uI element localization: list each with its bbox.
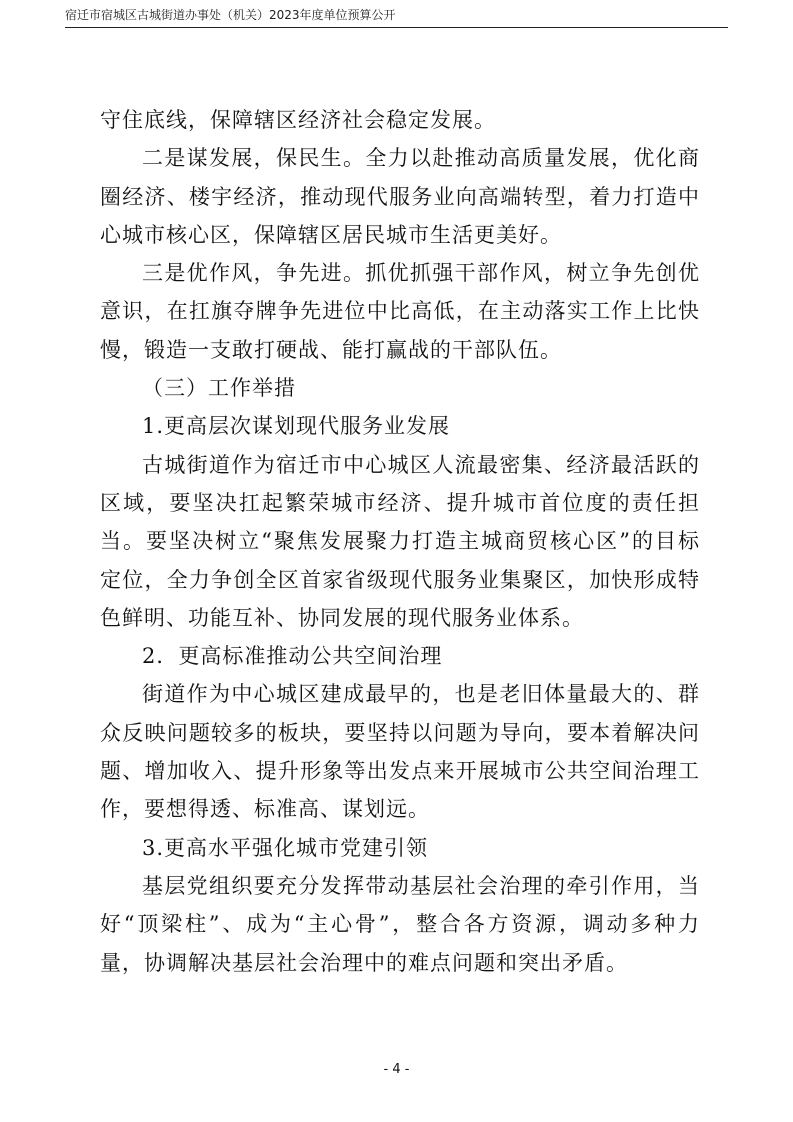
text-line: 慢，锻造一支敢打硬战、能打赢战的干部队伍。 <box>100 337 562 362</box>
text-line: 圈经济、楼宇经济，推动现代服务业向高端转型，着力打造中 <box>100 184 700 209</box>
text-line: 守住底线，保障辖区经济社会稳定发展。 <box>100 108 496 132</box>
text-line: 题、增加收入、提升形象等出发点来开展城市公共空间治理工 <box>100 759 700 784</box>
subsection-heading: 2．更高标准推动公共空间治理 <box>142 644 443 669</box>
text-line: 作，要想得透、标准高、谋划远。 <box>100 797 430 822</box>
page-number: - 4 - <box>383 1062 410 1077</box>
text-line: 量，协调解决基层社会治理中的难点问题和突出矛盾。 <box>100 950 628 975</box>
text-line: 色鲜明、功能互补、协同发展的现代服务业体系。 <box>100 605 584 630</box>
text-line: 众反映问题较多的板块，要坚持以问题为导向，要本着解决问 <box>100 720 700 745</box>
text-line: 心城市核心区，保障辖区居民城市生活更美好。 <box>100 222 562 247</box>
subsection-heading: 3.更高水平强化城市党建引领 <box>142 835 429 860</box>
document-body <box>100 101 700 982</box>
text-line: 定位，全力争创全区首家省级现代服务业集聚区，加快形成特 <box>100 567 700 592</box>
text-line: 当。要坚决树立“聚焦发展聚力打造主城商贸核心区”的目标 <box>100 529 700 554</box>
subsection-heading: 1.更高层次谋划现代服务业发展 <box>142 414 451 439</box>
text-line: 好“顶梁柱”、成为“主心骨”，整合各方资源，调动多种力 <box>100 912 700 937</box>
text-line: 街道作为中心城区建成最早的，也是老旧体量最大的、群 <box>142 682 700 707</box>
text-line: 三是优作风，争先进。抓优抓强干部作风，树立争先创优 <box>142 261 700 286</box>
text-line: 区域，要坚决扛起繁荣城市经济、提升城市首位度的责任担 <box>100 490 700 515</box>
text-line: 二是谋发展，保民生。全力以赴推动高质量发展，优化商 <box>142 146 700 171</box>
header-divider <box>65 27 728 28</box>
text-line: 意识，在扛旗夺牌争先进位中比高低，在主动落实工作上比快 <box>100 299 700 324</box>
text-line: 基层党组织要充分发挥带动基层社会治理的牵引作用，当 <box>142 873 700 898</box>
page-header-title: 宿迁市宿城区古城街道办事处（机关）2023年度单位预算公开 <box>65 8 396 22</box>
section-heading: （三）工作举措 <box>142 376 296 401</box>
text-line: 古城街道作为宿迁市中心城区人流最密集、经济最活跃的 <box>142 452 700 477</box>
